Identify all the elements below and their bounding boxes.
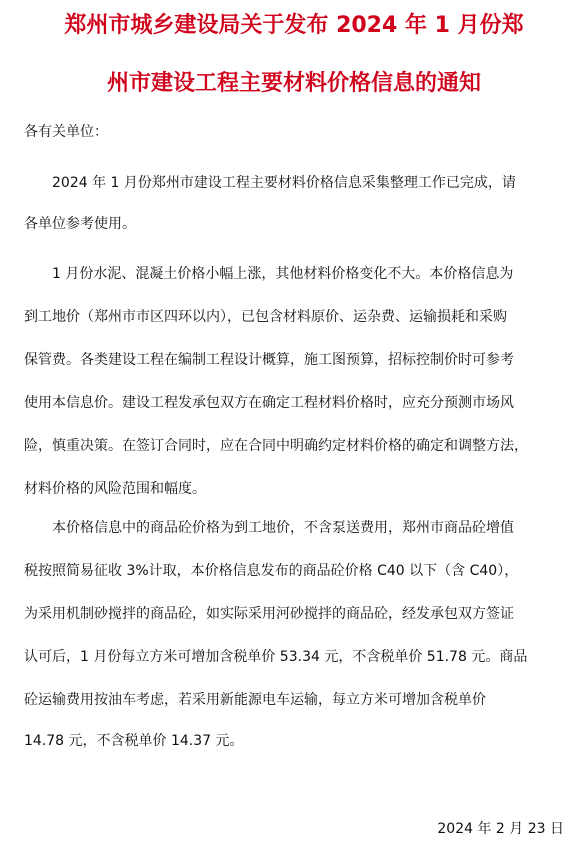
paragraph-line: 保管费。各类建设工程在编制工程设计概算，施工图预算，招标控制价时可参考 [24, 352, 514, 368]
paragraph-line: 2024 年 1 月份郑州市建设工程主要材料价格信息采集整理工作已完成，请 [24, 175, 516, 191]
paragraph-line: 各单位参考使用。 [24, 216, 136, 232]
title-line-1: 郑州市城乡建设局关于发布 2024 年 1 月份郑 [64, 13, 524, 38]
title-line-2: 州市建设工程主要材料价格信息的通知 [106, 71, 481, 96]
paragraph-line: 为采用机制砂搅拌的商品砼，如实际采用河砂搅拌的商品砼，经发承包双方签证 [24, 606, 514, 622]
paragraph-line: 材料价格的风险范围和幅度。 [24, 481, 206, 497]
paragraph-line: 到工地价（郑州市市区四环以内），已包含材料原价、运杂费、运输损耗和采购 [24, 309, 507, 325]
paragraph-line: 1 月份水泥、混凝土价格小幅上涨，其他材料价格变化不大。本价格信息为 [24, 266, 514, 282]
paragraph-line: 使用本信息价。建设工程发承包双方在确定工程材料价格时，应充分预测市场风 [24, 395, 514, 411]
paragraph-line: 本价格信息中的商品砼价格为到工地价，不含泵送费用，郑州市商品砼增值 [24, 520, 514, 536]
paragraph-line: 14.78 元，不含税单价 14.37 元。 [24, 733, 244, 749]
paragraph-line: 砼运输费用按油车考虑，若采用新能源电车运输，每立方米可增加含税单价 [24, 692, 486, 708]
paragraph-line: 险，慎重决策。在签订合同时，应在合同中明确约定材料价格的确定和调整方法， [24, 438, 528, 454]
paragraph-line: 税按照简易征收 3%计取，本价格信息发布的商品砼价格 C40 以下（含 C40）， [24, 563, 519, 579]
issue-date: 2024 年 2 月 23 日 [437, 821, 564, 837]
paragraph-line: 认可后，1 月份每立方米可增加含税单价 53.34 元，不含税单价 51.78 元。商品 [24, 649, 528, 665]
salutation: 各有关单位： [24, 124, 108, 140]
